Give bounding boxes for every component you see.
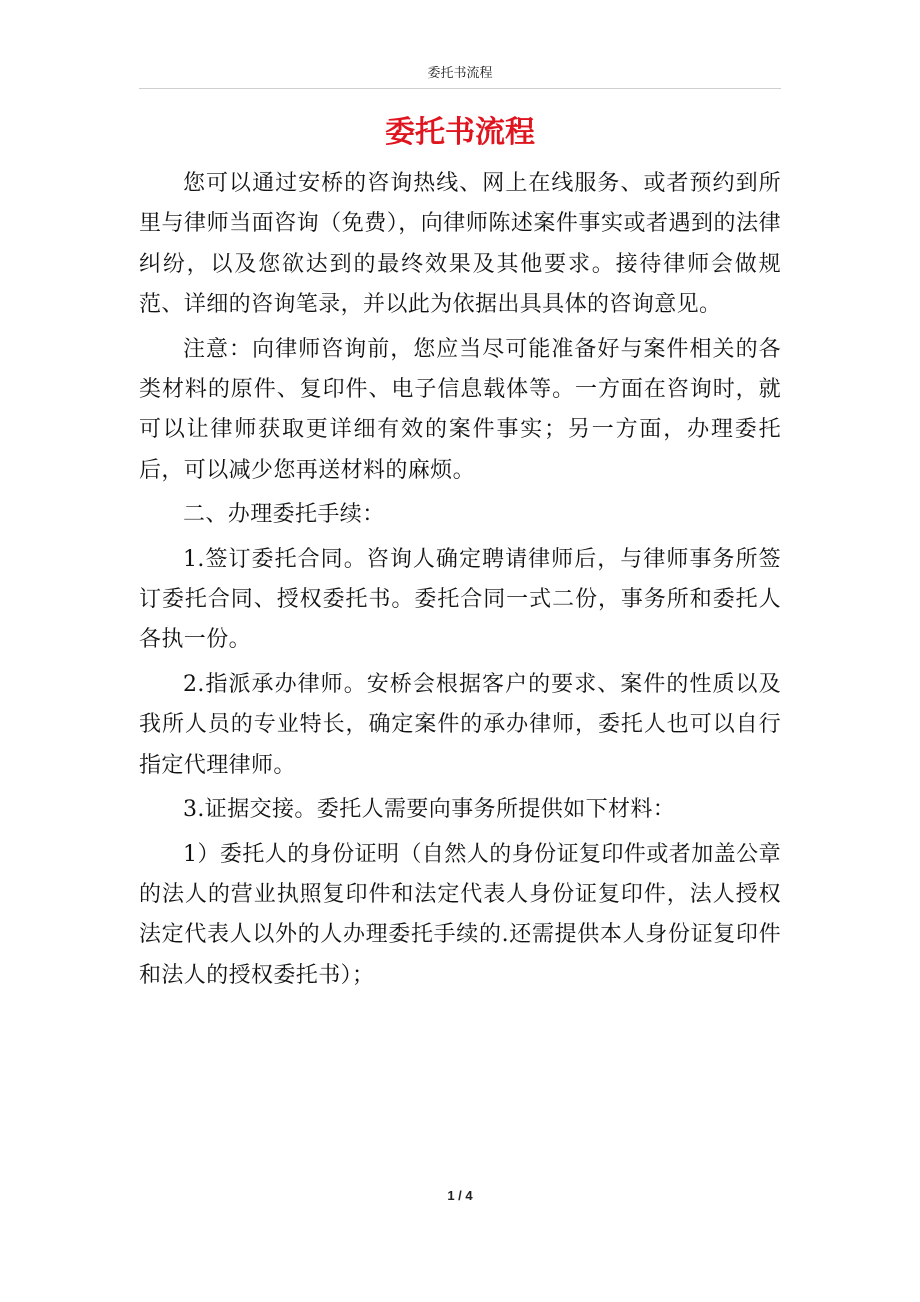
- paragraph-notice: 注意：向律师咨询前，您应当尽可能准备好与案件相关的各类材料的原件、复印件、电子信息载体等。一方面在咨询时，就可以让律师获取更详细有效的案件事实；另一方面，办理委托后，可以减少您再送材料的麻烦。: [139, 336, 781, 483]
- running-header: 委托书流程: [427, 66, 493, 81]
- paragraph-identity-proof: 1）委托人的身份证明（自然人的身份证复印件或者加盖公章的法人的营业执照复印件和法定代表人身份证复印件，法人授权法定代表人以外的人办理委托手续的.还需提供本人身份证复印件和法人的授权委托书）；: [139, 841, 781, 988]
- paragraph-step-contract: 1.签订委托合同。咨询人确定聘请律师后，与律师事务所签订委托合同、授权委托书。委托合同一式二份，事务所和委托人各执一份。: [139, 546, 781, 653]
- paragraph-consultation: 您可以通过安桥的咨询热线、网上在线服务、或者预约到所里与律师当面咨询（免费），向律师陈述案件事实或者遇到的法律纠纷，以及您欲达到的最终效果及其他要求。接待律师会做规范、详细的咨询笔录，并以此为依据出具具体的咨询意见。: [139, 171, 781, 318]
- document-body: [139, 164, 781, 996]
- header-divider: [139, 88, 781, 89]
- page-number: 1 / 4: [447, 1188, 473, 1203]
- document-title: 委托书流程: [385, 115, 535, 150]
- paragraph-step-assign-lawyer: 2.指派承办律师。安桥会根据客户的要求、案件的性质以及我所人员的专业特长，确定案件的承办律师，委托人也可以自行指定代理律师。: [139, 671, 781, 778]
- paragraph-step-evidence: 3.证据交接。委托人需要向事务所提供如下材料：: [183, 797, 676, 823]
- section-heading-procedures: 二、办理委托手续：: [183, 502, 385, 528]
